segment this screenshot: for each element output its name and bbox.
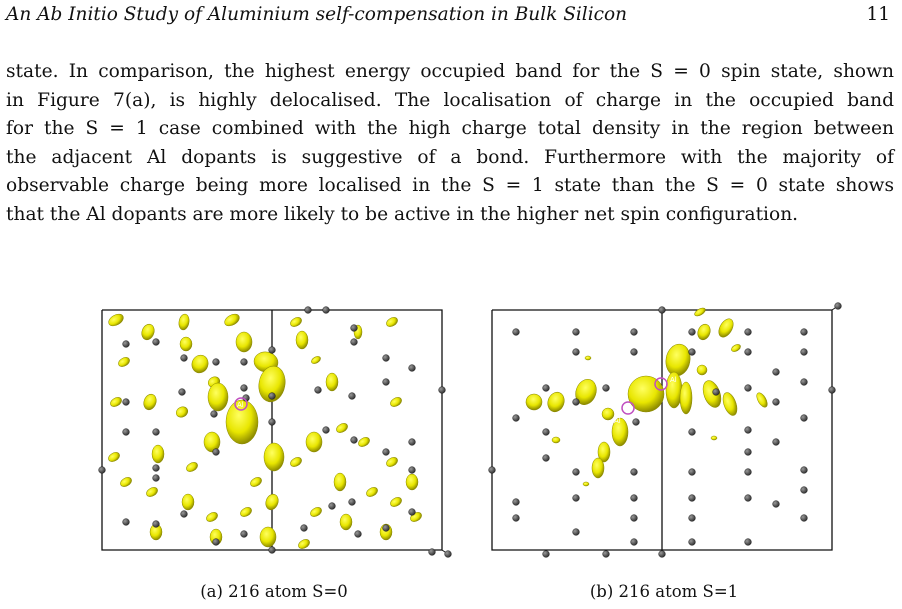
silicon-atom: [301, 525, 308, 532]
isosurface-lobe: [680, 382, 692, 414]
silicon-atom: [689, 495, 696, 502]
silicon-atom: [123, 429, 130, 436]
isosurface-lobe: [182, 494, 194, 510]
isosurface-lobe: [236, 332, 252, 352]
silicon-atom: [409, 509, 416, 516]
isosurface-lobe: [310, 355, 322, 365]
silicon-atom: [689, 329, 696, 336]
isosurface-lobe: [109, 396, 123, 409]
silicon-atom: [123, 341, 130, 348]
silicon-atom: [213, 449, 220, 456]
silicon-atom: [631, 539, 638, 546]
silicon-atom: [409, 439, 416, 446]
isosurface-lobe: [140, 322, 157, 341]
silicon-atom: [213, 539, 220, 546]
isosurface-plot-b: [486, 292, 842, 564]
silicon-atom: [241, 531, 248, 538]
body-line: in Figure 7(a), is highly delocalised. The localisation of charge in the occupied band: [6, 89, 894, 111]
isosurface-lobe: [142, 392, 159, 411]
isosurface-lobe: [592, 458, 604, 478]
silicon-atoms: [99, 307, 452, 558]
silicon-atom: [513, 515, 520, 522]
silicon-atom: [123, 399, 130, 406]
silicon-atom: [573, 329, 580, 336]
silicon-atom: [801, 467, 808, 474]
silicon-atom: [153, 475, 160, 482]
isosurface-lobe: [189, 353, 210, 375]
silicon-atom: [801, 415, 808, 422]
silicon-atom: [241, 359, 248, 366]
silicon-atom: [543, 455, 550, 462]
silicon-atom: [801, 515, 808, 522]
isosurface-lobe: [297, 538, 311, 551]
silicon-atom: [745, 329, 752, 336]
isosurface-lobe: [306, 432, 322, 452]
isosurface-lobe: [107, 451, 121, 464]
silicon-atom: [305, 307, 312, 314]
silicon-atom: [773, 399, 780, 406]
isosurface-lobe: [583, 482, 589, 486]
silicon-atom: [689, 349, 696, 356]
silicon-atom: [543, 385, 550, 392]
running-title: An Ab Initio Study of Aluminium self-compensation in Bulk Silicon: [6, 4, 628, 25]
isosurface-lobe: [585, 356, 591, 360]
body-paragraph: [6, 58, 894, 230]
silicon-atom: [323, 307, 330, 314]
silicon-atom: [603, 551, 610, 558]
isosurface-lobe: [239, 506, 253, 519]
silicon-atom: [349, 393, 356, 400]
isosurface-lobe: [700, 378, 725, 410]
isosurface-lobe: [264, 492, 281, 511]
silicon-atom: [745, 427, 752, 434]
isosurface-lobe: [152, 445, 164, 463]
isosurface-lobe: [289, 456, 303, 469]
silicon-atom: [513, 415, 520, 422]
isosurface-lobe: [696, 322, 713, 341]
silicon-atom: [153, 465, 160, 472]
silicon-atom: [745, 449, 752, 456]
silicon-atom: [409, 365, 416, 372]
silicon-atom: [745, 385, 752, 392]
silicon-atom: [211, 411, 218, 418]
isosurface-lobe: [406, 474, 418, 490]
silicon-atom: [153, 339, 160, 346]
isosurface-lobe: [249, 476, 263, 489]
silicon-atom: [383, 449, 390, 456]
silicon-atom: [349, 499, 356, 506]
silicon-atom: [573, 469, 580, 476]
isosurface-lobe: [208, 383, 228, 411]
silicon-atom: [179, 389, 186, 396]
silicon-atom: [99, 467, 106, 474]
silicon-atom: [269, 547, 276, 554]
silicon-atom: [315, 387, 322, 394]
dopant-marker: [622, 402, 634, 414]
isosurface-lobe: [602, 408, 614, 420]
dopant-label: Al: [614, 417, 621, 425]
silicon-atom: [573, 399, 580, 406]
figure-a: [96, 292, 452, 601]
isosurface-plot-a: [96, 292, 452, 564]
isosurface-lobe: [755, 391, 770, 409]
silicon-atom: [181, 355, 188, 362]
isosurface-lobe: [720, 391, 739, 418]
silicon-atom: [429, 549, 436, 556]
isosurface-lobe: [334, 473, 346, 491]
isosurface-lobe: [180, 337, 192, 351]
silicon-atom: [603, 385, 610, 392]
silicon-atom: [323, 427, 330, 434]
dopant-label: Al: [670, 376, 677, 384]
isosurface-lobe: [178, 313, 191, 330]
silicon-atom: [633, 419, 640, 426]
page-number: 11: [866, 4, 890, 25]
isosurface-lobe: [117, 356, 131, 369]
isosurface-lobe: [545, 390, 567, 414]
silicon-atom: [745, 539, 752, 546]
silicon-atom: [631, 495, 638, 502]
isosurface-lobe: [260, 527, 276, 547]
isosurface-lobe: [309, 506, 323, 519]
supercell-outline: [492, 306, 838, 550]
body-line: that the Al dopants are more likely to be active in the higher net spin configuration.: [6, 203, 799, 225]
silicon-atom: [631, 469, 638, 476]
isosurface-lobe: [223, 312, 242, 329]
isosurface-lobes: [524, 306, 770, 486]
silicon-atom: [213, 359, 220, 366]
body-line: state. In comparison, the highest energy occupied band for the S = 0 spin state, shown: [6, 61, 894, 82]
isosurface-lobe: [264, 443, 284, 471]
silicon-atom: [355, 531, 362, 538]
isosurface-lobe: [340, 514, 352, 530]
silicon-atom: [383, 525, 390, 532]
running-header: [6, 4, 890, 32]
silicon-atom: [713, 389, 720, 396]
body-line: the adjacent Al dopants is suggestive of a bond. Furthermore with the majority of: [6, 146, 894, 168]
silicon-atom: [573, 529, 580, 536]
silicon-atom: [153, 429, 160, 436]
silicon-atom: [409, 467, 416, 474]
silicon-atom: [689, 515, 696, 522]
silicon-atom: [269, 419, 276, 426]
silicon-atom: [829, 387, 836, 394]
silicon-atom: [439, 387, 446, 394]
isosurface-lobe: [335, 422, 349, 435]
silicon-atom: [689, 539, 696, 546]
silicon-atom: [659, 551, 666, 558]
silicon-atoms: [489, 303, 842, 558]
caption-a: (a) 216 atom S=0: [200, 582, 348, 601]
isosurface-lobe: [693, 306, 706, 317]
silicon-atom: [573, 495, 580, 502]
isosurface-lobe: [107, 312, 126, 329]
isosurface-lobe: [289, 316, 303, 329]
silicon-atom: [241, 385, 248, 392]
isosurface-lobe: [296, 331, 308, 349]
silicon-atom: [489, 467, 496, 474]
caption-b: (b) 216 atom S=1: [589, 582, 739, 601]
isosurface-lobe: [716, 316, 736, 339]
silicon-atom: [773, 369, 780, 376]
silicon-atom: [631, 349, 638, 356]
isosurface-lobe: [524, 392, 545, 413]
silicon-atom: [659, 307, 666, 314]
silicon-atom: [269, 393, 276, 400]
silicon-atom: [801, 379, 808, 386]
silicon-atom: [383, 379, 390, 386]
isosurface-lobe: [326, 373, 338, 391]
isosurface-lobe: [185, 461, 199, 474]
silicon-atom: [181, 511, 188, 518]
silicon-atom: [745, 349, 752, 356]
silicon-atom: [123, 519, 130, 526]
isosurface-lobe: [385, 456, 399, 469]
silicon-atom: [801, 329, 808, 336]
isosurface-lobe: [365, 486, 379, 499]
isosurface-lobe: [145, 486, 159, 499]
isosurface-lobe: [730, 343, 742, 353]
silicon-atom: [631, 515, 638, 522]
silicon-atom: [689, 469, 696, 476]
isosurface-lobe: [205, 511, 219, 524]
isosurface-lobe: [389, 496, 403, 509]
silicon-atom: [745, 469, 752, 476]
isosurface-lobe: [552, 437, 560, 443]
body-line: for the S = 1 case combined with the high charge total density in the region between: [6, 118, 894, 140]
silicon-atom: [801, 349, 808, 356]
silicon-atom: [351, 437, 358, 444]
isosurface-lobe: [357, 436, 371, 449]
silicon-atom: [835, 303, 842, 310]
silicon-atom: [269, 347, 276, 354]
silicon-atom: [773, 439, 780, 446]
body-line: observable charge being more localised in the S = 1 state than the S = 0 state shows: [6, 175, 894, 197]
silicon-atom: [351, 325, 358, 332]
silicon-atom: [383, 355, 390, 362]
isosurface-lobe: [119, 476, 133, 489]
silicon-atom: [153, 521, 160, 528]
silicon-atom: [543, 551, 550, 558]
isosurface-lobe: [697, 365, 707, 375]
silicon-atom: [745, 495, 752, 502]
silicon-atom: [351, 339, 358, 346]
silicon-atom: [513, 329, 520, 336]
silicon-atom: [801, 487, 808, 494]
silicon-atom: [445, 551, 452, 558]
isosurface-lobe: [389, 396, 403, 409]
silicon-atom: [543, 429, 550, 436]
figure-b: [486, 292, 842, 601]
dopant-label: Al: [237, 401, 244, 409]
silicon-atom: [689, 429, 696, 436]
isosurface-lobe: [385, 316, 399, 329]
silicon-atom: [773, 501, 780, 508]
silicon-atom: [631, 329, 638, 336]
silicon-atom: [573, 349, 580, 356]
isosurface-lobe: [663, 342, 692, 378]
isosurface-lobe: [174, 405, 189, 420]
silicon-atom: [329, 503, 336, 510]
silicon-atom: [513, 499, 520, 506]
isosurface-lobe: [711, 436, 717, 440]
